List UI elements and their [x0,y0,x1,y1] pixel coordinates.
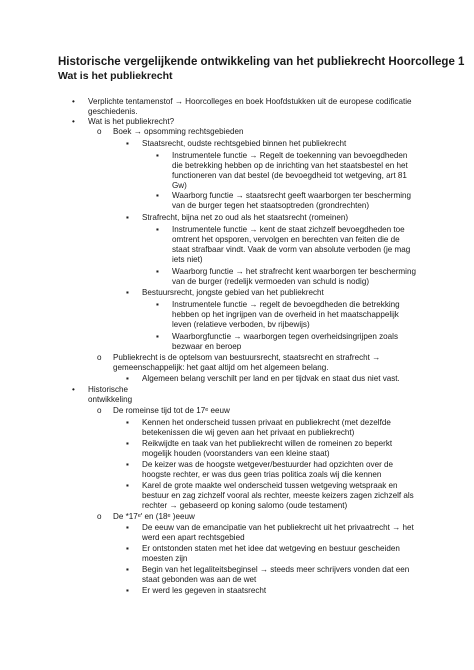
text-line: Waarborg functie → het strafrecht kent waarborgen ter bescherming [172,267,416,276]
bullet-marker: • [72,97,75,106]
bullet-marker: ▪ [126,565,129,574]
bullet-marker: ▪ [156,191,159,200]
bullet-marker: ▪ [156,151,159,160]
bullet-marker: o [97,512,102,521]
bullet-marker: ▪ [156,300,159,309]
text-line: De eeuw van de emancipatie van het publiekrecht uit het privaatrecht → het [142,523,414,532]
text-line: Instrumentele functie → kent de staat zichzelf bevoegdheden toe [172,225,405,234]
text-line: Strafrecht, bijna net zo oud als het staatsrecht (romeinen) [142,213,349,222]
text-line: rechter → gebaseerd op koning salomo (oude testament) [142,501,348,510]
text-line: staat strafbaar vindt. Vaak de vorm van absolute verboden (je mag [172,245,411,254]
text-line: Instrumentele functie → regelt de bevoegdheden die betrekking [172,300,400,309]
bullet-marker: ▪ [126,418,129,427]
text-line: Waarborg functie → staatsrecht geeft waarborgen ter bescherming [172,191,412,200]
text-line: functioneren van dat bestel (de bevoegdheid tot wetgeving, art 81 [172,171,407,180]
text-line: Historische [88,385,129,394]
bullet-marker: ▪ [126,481,129,490]
bullet-marker: • [72,385,75,394]
bullet-marker: ▪ [126,439,129,448]
bullet-marker: ▪ [156,267,159,276]
text-line: Bestuursrecht, jongste gebied van het publiekrecht [142,288,324,297]
document-title: Historische vergelijkende ontwikkeling van het publiekrecht Hoorcollege 1 [58,56,465,68]
text-line: moesten zijn [142,554,188,563]
text-line: iets niet) [172,255,203,264]
text-line: Begin van het legaliteitsbeginsel → steeds meer schrijvers vonden dat een [142,565,410,574]
text-line: Er werd les gegeven in staatsrecht [142,586,267,595]
text-line: Wat is het publiekrecht? [88,117,175,126]
text-line: Waarborgfunctie → waarborgen tegen overheidsingrijpen zoals [172,332,399,341]
text-line: van de burger (redelijk vermoeden van schuld is nodig) [172,277,370,286]
text-line: Reikwijdte en taak van het publiekrecht willen de romeinen zo beperkt [142,439,393,448]
text-line: Kennen het onderscheid tussen privaat en publiekrecht (met dezelfde [142,418,391,427]
text-line: hoogste rechter, er was dus geen trias politica zoals wij die kennen [142,470,382,479]
text-line: gemeenschappelijk: het gaat altijd om het algemeen belang. [113,363,329,372]
text-line: Gw) [172,181,187,190]
text-line: hebben op het ingrijpen van de overheid in het maatschappelijk [172,310,399,319]
text-line: betekenissen die wij geven aan het privaat en publiekrecht) [142,428,355,437]
text-line: staat gebonden was aan de wet [142,575,257,584]
bullet-marker: ▪ [126,374,129,383]
text-line: Er ontstonden staten met het idee dat wetgeving en bestuur gescheiden [142,544,400,553]
bullet-marker: ▪ [156,332,159,341]
text-line: Karel de grote maakte wel onderscheid tussen wetgeving wetspraak en [142,481,398,490]
text-line: bestuur en zag zichzelf vooral als rechter, meeste keizers zagen zichzelf als [142,491,414,500]
bullet-marker: ▪ [156,225,159,234]
bullet-marker: • [72,117,75,126]
text-line: omtrent het opsporen, vervolgen en berechten van feiten die de [172,235,400,244]
bullet-marker: o [97,127,102,136]
bullet-marker: ▪ [126,288,129,297]
text-line: mogelijk houden (voorstanders van een kleine staat) [142,449,330,458]
text-line: ontwikkeling [88,395,133,404]
text-line: die betrekking hebben op de inrichting van het staatsbestel en het [172,161,408,170]
bullet-marker: ▪ [126,213,129,222]
text-line: Instrumentele functie → Regelt de toekenning van bevoegdheden [172,151,408,160]
text-line: De romeinse tijd tot de 17ᵉ eeuw [113,406,230,415]
bullet-marker: ▪ [126,523,129,532]
text-line: leven (relatieve verboden, bv rijbewijs) [172,320,310,329]
text-line: Boek → opsomming rechtsgebieden [113,127,244,136]
text-line: De keizer was de hoogste wetgever/bestuurder had opzichten over de [142,460,394,469]
bullet-marker: o [97,353,102,362]
bullet-marker: ▪ [126,139,129,148]
text-line: Algemeen belang verschilt per land en per tijdvak en staat dus niet vast. [142,374,400,383]
bullet-marker: ▪ [126,544,129,553]
section-heading: Wat is het publiekrecht [58,70,173,82]
bullet-marker: o [97,406,102,415]
text-line: bezwaar en beroep [172,342,242,351]
text-line: Staatsrecht, oudste rechtsgebied binnen het publiekrecht [142,139,347,148]
bullet-marker: ▪ [126,460,129,469]
bullet-marker: ▪ [126,586,129,595]
text-line: De *17ᵉ' en (18ᵉ )eeuw [113,512,195,521]
text-line: Verplichte tentamenstof → Hoorcolleges en boek Hoofdstukken uit de europese codificatie [88,97,412,106]
text-line: werd een apart rechtsgebied [142,533,245,542]
text-line: van de burger tegen het staatsoptreden (grondrechten) [172,201,370,210]
text-line: geschiedenis. [88,107,138,116]
text-line: Publiekrecht is de optelsom van bestuursrecht, staatsrecht en strafrecht → [113,353,381,362]
